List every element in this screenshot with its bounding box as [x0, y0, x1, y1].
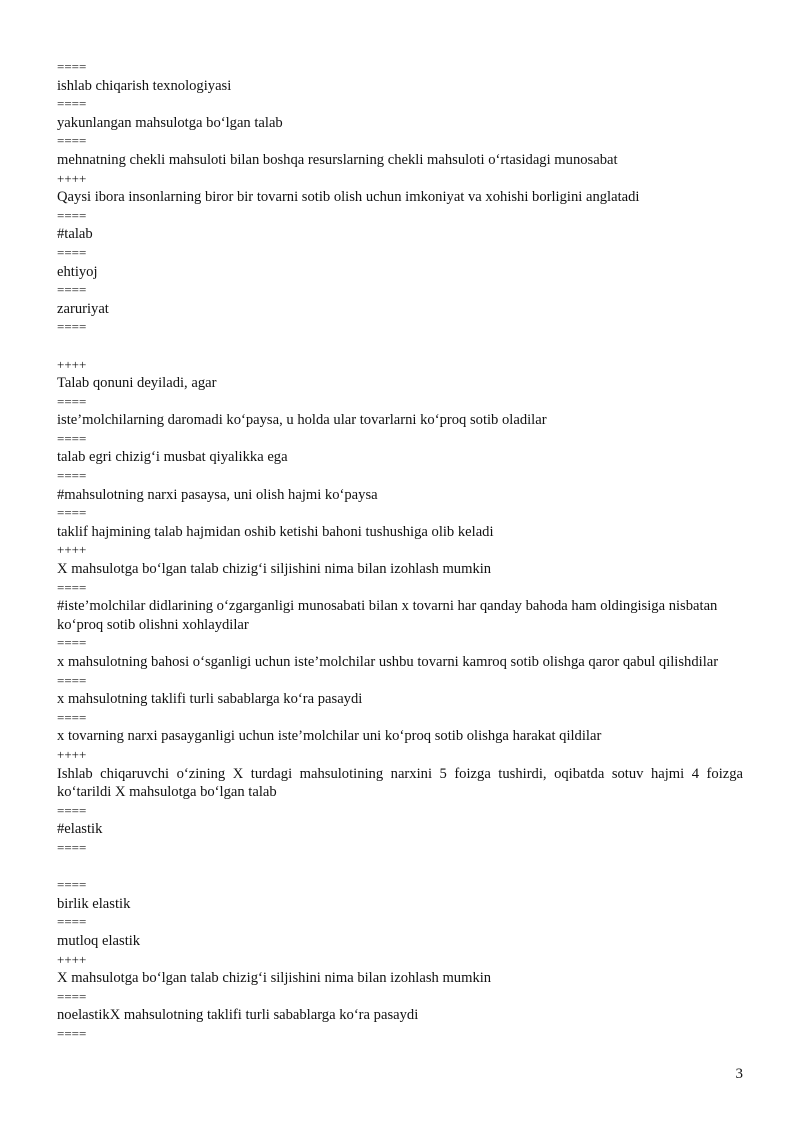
separator-line: ====: [57, 672, 87, 688]
separator-line: ====: [57, 839, 87, 855]
separator-line: ++++: [57, 356, 87, 372]
separator-line: ====: [57, 709, 87, 725]
separator-line: ====: [57, 505, 87, 521]
text-line: mutloq elastik: [57, 932, 141, 949]
text-line: X mahsulotga bo‘lgan talab chizig‘i siljishini nima bilan izohlash mumkin: [57, 970, 492, 987]
text-line: taklif hajmining talab hajmidan oshib ketishi bahoni tushushiga olib keladi: [57, 523, 494, 540]
separator-line: ====: [57, 207, 87, 223]
text-line: x mahsulotning bahosi o‘sganligi uchun iste’molchilar ushbu tovarni kamroq sotib olishga qaror qabul qilishdilar: [57, 654, 719, 670]
page-number: 3: [735, 1066, 743, 1082]
separator-line: ====: [57, 282, 87, 298]
separator-line: ====: [57, 59, 87, 74]
separator-line: ====: [57, 988, 87, 1004]
text-line: ehtiyoj: [57, 263, 98, 280]
text-line: noelastikX mahsulotning taklifi turli sabablarga ko‘ra pasaydi: [57, 1007, 419, 1024]
text-line: X mahsulotga bo‘lgan talab chizig‘i siljishini nima bilan izohlash mumkin: [57, 561, 492, 578]
text-line: Talab qonuni deyiladi, agar: [57, 375, 217, 392]
blank-line: [57, 858, 743, 877]
separator-line: ====: [57, 244, 87, 260]
text-line: talab egri chizig‘i musbat qiyalikka ega: [57, 449, 288, 466]
text-line: iste’molchilarning daromadi ko‘paysa, u holda ular tovarlarni ko‘proq sotib oladilar: [57, 412, 547, 429]
text-line: #talab: [57, 226, 93, 243]
separator-line: ====: [57, 877, 87, 893]
text-line: #mahsulotning narxi pasaysa, uni olish hajmi ko‘paysa: [57, 486, 378, 503]
text-line: Qaysi ibora insonlarning biror bir tovarni sotib olish uchun imkoniyat va xohishi borligini anglatadi: [57, 189, 640, 206]
document-body: [57, 58, 743, 1043]
separator-line: ++++: [57, 746, 87, 762]
separator-line: ====: [57, 133, 87, 149]
separator-line: ====: [57, 579, 87, 595]
blank-line: [57, 337, 743, 356]
text-line: #elastik: [57, 821, 103, 838]
separator-line: ====: [57, 468, 87, 484]
separator-line: ++++: [57, 542, 87, 558]
separator-line: ====: [57, 635, 87, 651]
separator-line: ====: [57, 914, 87, 930]
text-line: ishlab chiqarish texnologiyasi: [57, 77, 232, 94]
separator-line: ++++: [57, 951, 87, 967]
text-line: #iste’molchilar didlarining o‘zgarganligi munosabati bilan x tovarni har qanday bahoda ham oldingisiga nisbatan ko‘proq sotib olishni xohlaydilar: [57, 598, 718, 633]
separator-line: ====: [57, 96, 87, 112]
text-line: x mahsulotning taklifi turli sabablarga ko‘ra pasaydi: [57, 691, 363, 708]
separator-line: ====: [57, 319, 87, 335]
separator-line: ====: [57, 430, 87, 446]
text-line: birlik elastik: [57, 895, 131, 912]
text-line: yakunlangan mahsulotga bo‘lgan talab: [57, 114, 283, 131]
text-line: mehnatning chekli mahsuloti bilan boshqa resurslarning chekli mahsuloti o‘rtasidagi munosabat: [57, 151, 618, 168]
text-line: zaruriyat: [57, 300, 109, 317]
separator-line: ====: [57, 1025, 87, 1041]
question-text: Ishlab chiqaruvchi o‘zining X turdagi mahsulotining narxini 5 foizga tushirdi, oqibatda sotuv hajmi 4 foizga ko‘tarildi X mahsulotga bo‘lgan talab: [57, 765, 743, 801]
separator-line: ====: [57, 393, 87, 409]
text-line: x tovarning narxi pasayganligi uchun iste’molchilar uni ko‘proq sotib olishga harakat qildilar: [57, 728, 602, 745]
separator-line: ++++: [57, 170, 87, 186]
separator-line: ====: [57, 802, 87, 818]
